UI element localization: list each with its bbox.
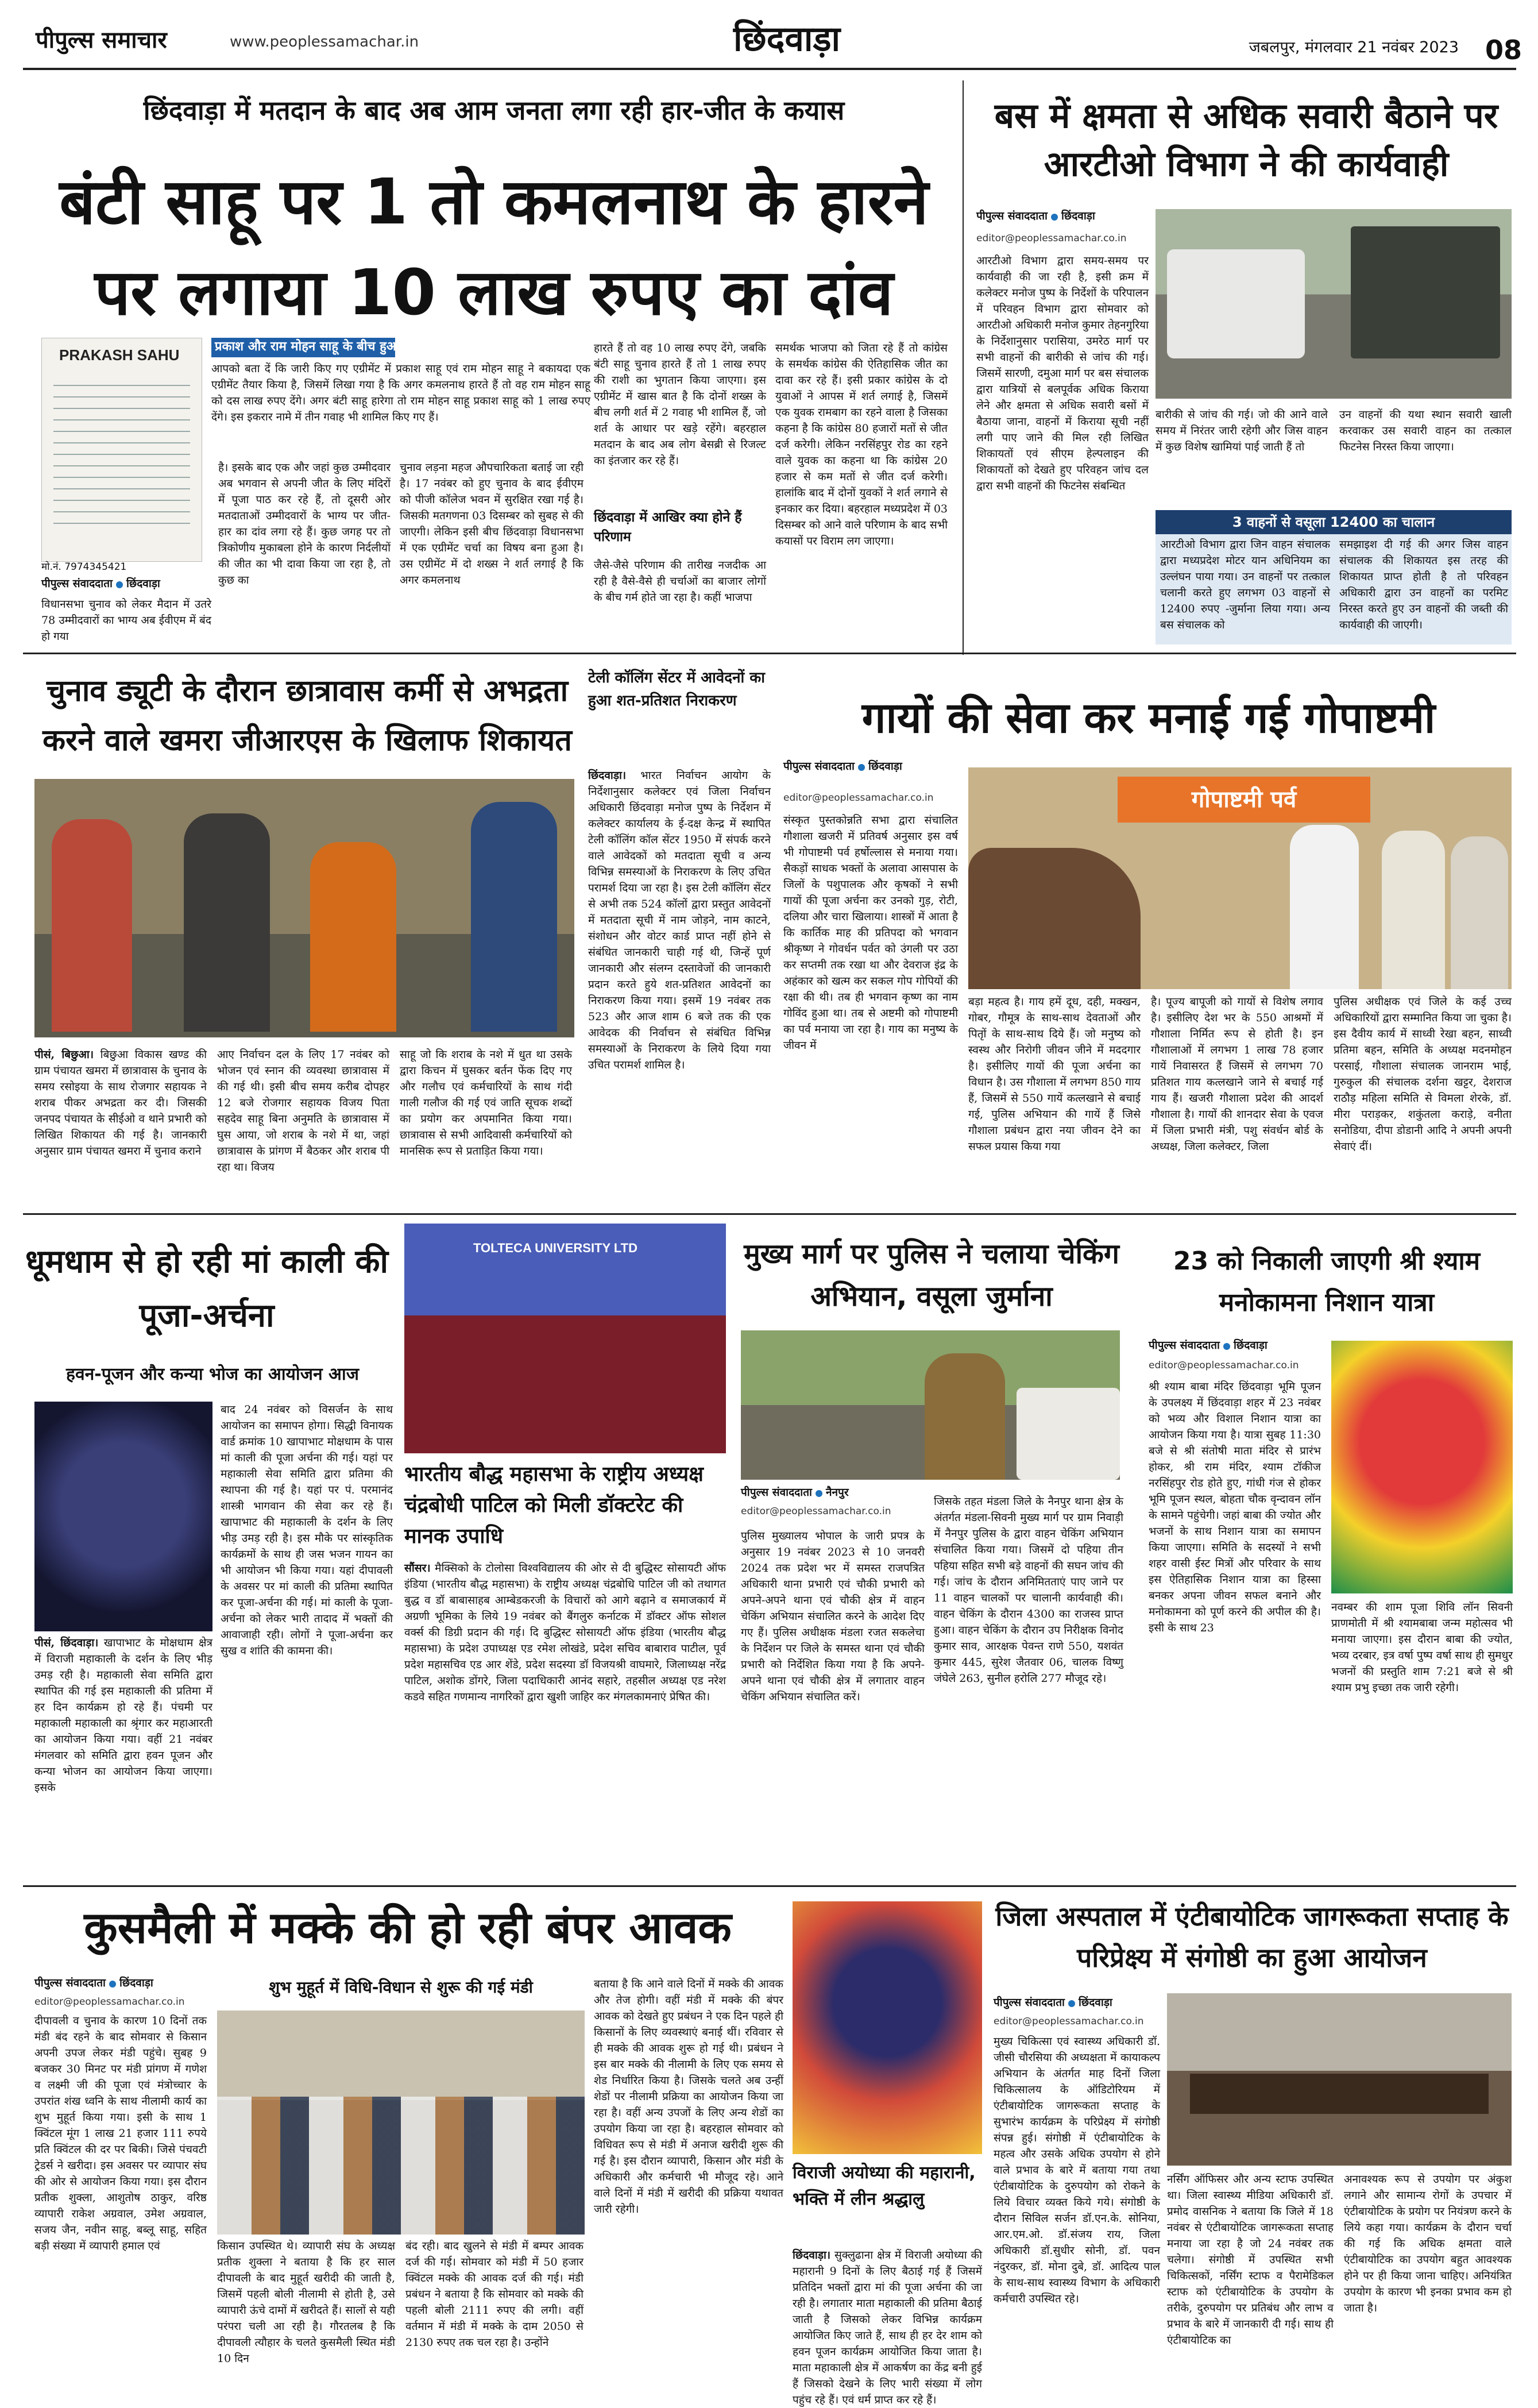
doc-lines [53,375,190,530]
bus-col-2: बारीकी से जांच की गई। जो की आने वाले समय में निरंतर जारी रहेगी और जिस वाहन में कुछ विशेष खामियां पाई जाती हैं तो [1156,408,1328,453]
kusmeli-byline: पीपुल्स संवाददाता छिंदवाड़ा [34,1977,153,1989]
doc-mobile: मो.नं. 7974345421 [41,561,127,573]
bullet-icon [1068,2000,1075,2007]
masthead-rule [23,68,1516,70]
person-3 [310,842,396,1032]
lead-headline: बंटी साहू पर 1 तो कमलनाथ के हारने पर लगाया 10 लाख रुपए का दांव [59,165,929,329]
bauddh-body-text: मैक्सिको के टोलोसा विश्वविद्यालय की ओर से दी बुद्धिस्ट सोसायटी ऑफ इंडिया (भारतीय बौद्ध महासभा) के राष्ट्रीय अध्यक्ष चंद्रबोधि पाटिल जी को तथागत बुद्ध व डॉ बाबासाहब आम्बेडकरजी के विचारों को आगे बढ़ाने व समाजकार्य में अग्रणी भूमिका के लिये 19 नवंबर को बैंगलुरु कर्नाटक में डॉक्टर ऑफ सोशल वर्क्स की डिग्री प्रदान की गई। दि बुद्धिस्ट सोसायटी ऑफ इंडिया (भारतीय बौद्ध महासभा) के प्रदेश उपाध्यक्ष एड रमेश लोखंडे, प्रदेश सचिव बाबाराव पाटील, पूर्व प्रदेश महासचिव एड आर शेंडे, प्रदेश सदस्या डॉ विजयश्री वाघमारे, जिलाध्यक्ष नरेंद्र पाटिल, अशोक डोंगरे, जिला पदाधिकारी आनंद सहारे, तहसील अध्यक्ष एड नरेश कडवे सहित गणमान्य नागरिकों द्वारा खुशी जाहिर कर मंगलकामनाएं प्रेषित की। [404,1562,726,1703]
viraji-body [793,2247,982,2406]
kali-col-1-text: खापाभाट के मोक्षधाम क्षेत्र में विराजी महाकाली के दर्शन के लिए भीड़ उमड़ रही है। महाकाली सेवा समिति द्वारा स्थापित की गई इस महाकाली की प्रतिमा में हर दिन कार्यक्रम हो रहे हैं। पंचमी पर महाकाली महाकाली का श्रृंगार कर महाआरती का आयोजन किया गया। वहीं 21 नवंबर मंगलवार को समिति द्वारा हवन पूजन और कन्या भोजन का आयोजन किया जाएगा। इसके [34,1637,212,1794]
checking-col-1: पुलिस मुख्यालय भोपाल के जारी प्रपत्र के अनुसार 19 नवंबर 2023 से 10 जनवरी 2024 तक प्रदेश भर में समस्त राजपत्रित अधिकारी थाना प्रभारी एवं चौकी प्रभारी को अपने-अपने थाना एवं चौकी क्षेत्र में वाहन चेकिंग अभियान संचालित करने के आदेश दिए गए हैं। पुलिस अधीक्षक मंडला रजत सकलेचा के निर्देशन पर जिले के समस्त थाना एवं चौकी प्रभारी को निर्देशित किया गया है कि अपने-अपने थाना एवं चौकी क्षेत्र में लगातार वाहन चेकिंग अभियान संचालित करें। [741,1530,925,1703]
paper-logo [36,23,225,56]
hostel-col-2: आए निर्वाचन दल के लिए 17 नवंबर को भोजन एवं स्नान की व्यवस्था छात्रावास में की गई थी। इसी बीच समय करीब दोपहर 12 बजे रोजगार सहायक विजय पिता सहदेव साहू बिना अनुमति के छात्रावास में घुस आया, जो शराब के नशे में था, जहां छात्रावास के प्रांगण में बैठकर और शराब पी रहा था। विजय [217,1048,389,1174]
telecall-place: छिंदवाड़ा। [588,769,627,782]
bus-checking-photo [1156,209,1512,399]
telecall-body [588,767,771,1207]
page-number: 08 [1485,34,1522,65]
bullet-icon [116,581,123,588]
bus-col-1: आरटीओ विभाग द्वारा समय-समय पर कार्यवाही की जा रही है, इसी क्रम में कलेक्टर मनोज पुष्प के निर्देशों के परिपालन में परिवहन विभाग द्वारा सोमवार को आरटीओ अधिकारी मनोज कुमार तेहनगुरिया के निर्देशानुसार परासिया, उमरेठ मार्ग पर सभी वाहनों की बारीकी से जांच की गई। जिसमें सारणी, दमुआ मार्ग पर बस संचालक द्वारा यात्रियों से बलपूर्वक अधिक किराया लेने और क्षमता से अधिक सवारी बसों में बैठाया जाना, वाहनों में किराया सूची नहीं लगी पाए जाने की मिल रही लिखित शिकायतों एवं सीएम हेल्पलाइन की शिकायतों को देखते हुए परिवहन जांच दल द्वारा सभी वाहनों की फिटनेस संबन्धित [976,254,1149,492]
bullet-icon [1051,214,1058,221]
lead-col-2: है। इसके बाद एक और जहां कुछ उम्मीदवार अब भगवान से अपनी जीत के लिए मंदिरों में पूजा पाठ कर रहे हैं, तो दूसरी ओर मतदाताओं उम्मीदवारों के भाग्य पर जीत-हार का दांव लगा रहे हैं। कुछ जगह पर तो त्रिकोणीय मुकाबला होने के कारण निर्दलीयों की जीत का भी दावा किया जा रहा है, तो कुछ का [218,461,391,586]
bauddh-award-photo [404,1224,726,1453]
gopashtami-photo [968,767,1512,989]
section-title: छिंदवाड़ा [733,19,840,59]
truck [1351,226,1500,358]
lead-col-5: समर्थक भाजपा को जिता रहे हैं तो कांग्रेस के समर्थक कांग्रेस की ऐतिहासिक जीत का दावा कर रहे हैं। इसी प्रकार कांग्रेस के दो युवाओं ने आपस में शर्त लगाई है, जिसमें एक युवक रामबाग का रहने वाला है जिसका कहना है कि कांग्रेस 80 हजारों मतों से जीत दर्ज करेगी। लेकिन नरसिंहपुर रोड का रहने वाले युवक का कहना था कि कांग्रेस 20 हजार से कम मतों से जीत दर्ज करेगी। हालांकि बाद में दोनों युवकों ने शर्त लगाने से इनकार कर दिया। बहरहाल मध्यप्रदेश में 03 दिसम्बर को आने वाले परिणाम के बाद सभी कयासों पर विराम लग जाएगा। [775,342,948,547]
mandi-pooja-photo [217,2010,585,2235]
kali-col-1 [34,1635,212,1876]
paper-name: पीपुल्स समाचार [36,27,167,53]
lead-kicker: छिंदवाड़ा में मतदान के बाद अब आम जनता लगा रही हार-जीत के कयास [143,95,845,126]
antibiotic-col-1: मुख्य चिकित्सा एवं स्वास्थ्य अधिकारी डॉ. जीसी चौरसिया की अध्यक्षता में कायाकल्प अभियान के अंतर्गत माह दिनों जिला चिकित्सालय के ऑडिटोरियम में एंटीबायोटिक जागरूकता सप्ताह के सुभारंभ कार्यक्रम के परिप्रेक्ष्य में संगोष्ठी संपन्न हुई। संगोष्ठी में एंटीबायोटिक के महत्व और उसके अधिक उपयोग से होने वाले प्रभाव के बारे में बताया गया तथा एंटीबायोटिक के दुरुपयोग को रोकने के लिये विचार व्यक्त किये गये। संगोष्ठी के दौरान सिविल सर्जन डॉ.एन.के. सोनिया, आर.एम.ओ. डॉ.संजय राय, जिला अधिकारी डॉ.सुधीर सोनी, डॉ. पवन नंदुरकर, डॉ. मोना दुबे, डॉ. आदित्य पाल के साथ-साथ स्वास्थ्य विभाग के अधिकारी कर्मचारी उपस्थित रहे। [994,2035,1160,2305]
bauddh-place: सौंसर। [404,1562,431,1575]
telecall-body-text: भारत निर्वाचन आयोग के निर्देशानुसार कलेक्टर एवं जिला निर्वाचन अधिकारी छिंदवाड़ा मनोज पुष्प के निर्देशन में कलेक्टर कार्यालय के ई-दक्ष केन्द्र में स्थापित टेली कॉलिंग कॉल सेंटर 1950 में संपर्क करने वाले आवेदकों को मतदाता सूची व अन्य विभिन्न समस्याओं के निराकरण के लिए उचित परामर्श दिया जा रहा है। इस टेली कॉलिंग सेंटर से अभी तक 524 कॉलों द्वारा प्रस्तुत आवेदनों में मतदाता सूची में नाम जोड़ने, नाम काटने, संशोधन और वोटर कार्ड प्राप्त नहीं होने से संबंधित जानकारी चाही गई थी, जिन्हें पूर्ण जानकारी और संलग्न दस्तावेजों की जानकारी प्रदान करते हुये शत-प्रतिशत आवेदनों का निराकरण किया गया। इसमें 19 नवंबर तक 523 और आज शाम 6 बजे तक की एक आवेदक की निर्वाचन से संबंधित विभिन्न समस्याओं के निराकरण के लिये दिया गया उचित परामर्श शामिल है। [588,769,771,1071]
seminar-photo [1167,1993,1512,2166]
antibiotic-col-2: नर्सिंग ऑफिसर और अन्य स्टाफ उपस्थित था। जिला स्वास्थ्य मीडिया अधिकारी डॉ. प्रमोद वासनिक ने बताया कि जिले में 18 नवंबर से एंटीबायोटिक जागरूकता सप्ताह मनाया जा रहा है जो 24 नवंबर तक चलेगा। संगोष्ठी में उपस्थित सभी चिकित्सकों, नर्सिंग स्टाफ व पैरामेडिकल स्टाफ को एंटीबायोटिक के उपयोग के तरीके, दुरुपयोग पर प्रतिबंध और लाभ व प्रभाव के बारे में जानकारी दी गई। साथ ही एंटीबायोटिक का [1167,2173,1334,2347]
bus-box-col-1: आरटीओ विभाग द्वारा जिन वाहन संचालक द्वारा मध्यप्रदेश मोटर यान अधिनियम का उल्लंघन पाया गया। उन वाहनों पर तत्काल चलानी करते हुए लगभग 03 वाहनों से 12400 रुपए -जुर्माना लिया गया। अन्य बस संचालक को [1160,538,1330,631]
bus-fine-box-title: 3 वाहनों से वसूला 12400 का चालान [1156,510,1512,534]
bullet-icon [858,764,865,771]
backdrop-text: TOLTECA UNIVERSITY LTD [473,1241,638,1255]
guest-3 [1451,836,1508,989]
kali-headline: धूमधाम से हो रही मां काली की पूजा-अर्चना [25,1243,389,1334]
row-rule-1 [23,653,1516,654]
gopashtami-email[interactable]: editor@peoplessamachar.co.in [783,792,934,804]
gopashtami-byline: पीपुल्स संवाददाता छिंदवाड़ा [783,760,902,773]
kusmeli-col-4: बताया है कि आने वाले दिनों में मक्के की आवक और तेज होगी। वहीं मंडी में मक्के की बंपर आवक को देखते हुए प्रबंधन ने एक दिन पहले ही किसानों के लिए व्यवस्थाएं बनाई थीं। रविवार से ही मक्के की आवक शुरू हो गई थी। प्रबंधन ने इस बार मक्के की नीलामी के लिए एक समय से शेड निर्धारित किया है। जिसके चलते अब उन्हीं शेडों पर नीलामी प्रक्रिया का आयोजन किया जा रहा है। वहीं अन्य उपजों के लिए अन्य शेडों का उपयोग किया जा रहा है। बहरहाल सोमवार को विधिवत रूप से मंडी में अनाज खरीदी शुरू की गई है। इस दौरान व्यापारी, किसान और मंडी के अधिकारी और कर्मचारी भी मौजूद रहे। आने वाले दिनों में मंडी में खरीदी की प्रक्रिया यथावत जारी रहेगी। [594,1978,783,2216]
bauddh-body [404,1560,726,1876]
kusmeli-headline: कुसमैली में मक्के की हो रही बंपर आवक [84,1902,732,1953]
kusmeli-col-2: किसान उपस्थित थे। व्यापारी संघ के अध्यक्ष प्रतीक शुक्ला ने बताया है कि हर साल दीपावली के बाद मुहूर्त खरीदी की जाती है, जिसमें पहली बोली नीलामी से होती है, उसे व्यापारी ऊंचे दामों में खरीदते हैं। सालों से यही परंपरा चली आ रही है। गौरतलब है कि दीपावली त्यौहार के चलते कुसमैली स्थित मंडी 10 दिन [217,2240,395,2365]
doc-title: PRAKASH SAHU [59,346,180,364]
gopashtami-col-3: है। पूज्य बापूजी को गायों से विशेष लगाव है। इसीलिए देश भर के 550 आश्रमों में गौशाला निर्मित रूप से होती है। इन गौशालाओं में लगभग 1 लाख 78 हजार गायें निवासरत हैं जिसमें से लगभग 70 प्रतिशत गाय कत्लखाने जाने से बचाई गई गाय हैं। खजरी गौशाला प्रदेश की आदर्श गौशाला है। गायों की शानदार सेवा के एवज में जिला प्रभारी मंत्री, पशु संवर्धन बोर्ड के अध्यक्ष, जिला कलेक्टर, जिला [1151,995,1323,1153]
checking-email[interactable]: editor@peoplessamachar.co.in [741,1506,891,1517]
checking-photo [741,1330,1120,1480]
gopashtami-banner: गोपाष्टमी पर्व [1118,777,1370,823]
kusmeli-subhead: शुभ मुहूर्त में विधि-विधान से शुरू की गई मंडी [269,1978,533,1997]
kusmeli-col-3: बंद रही। बाद खुलने से मंडी में बम्पर आवक दर्ज की गई। सोमवार को मंडी में 50 हजार क्विंटल मक्के की आवक दर्ज की गई। मंडी प्रबंधन ने बताया है कि सोमवार को मक्के की पहली बोली 2111 रुपए की लगी। वहीं वर्तमान में मंडी में मक्के के दाम 2050 से 2130 रुपए तक चल रहा है। उन्होंने [405,2240,583,2349]
bullet-icon [1223,1343,1230,1350]
bus-email[interactable]: editor@peoplessamachar.co.in [976,233,1127,244]
antibiotic-headline: जिला अस्पताल में एंटीबायोटिक जागरूकता सप्ताह के परिप्रेक्ष्य में संगोष्ठी का हुआ आयोजन [995,1901,1509,1973]
kusmeli-col-1: दीपावली व चुनाव के कारण 10 दिनों तक मंडी बंद रहने के बाद सोमवार से किसान अपनी उपज लेकर मंडी पहुंचे। सुबह 9 बजकर 30 मिनट पर मंडी प्रांगण में गणेश व लक्ष्मी जी की पूजा एवं मंत्रोच्चार के उपरांत शंख ध्वनि के साथ नीलामी कार्य का शुभ मुहूर्त किया गया। इसी के साथ 1 क्विंटल मूंग 1 लाख 21 हजार 111 रुपये प्रति क्विंटल की दर पर बिकी। जिसे पंचवटी ट्रेडर्स ने खरीदा। इस अवसर पर व्यापार संघ की ओर से आयोजन किया गया। इस दौरान प्रतीक शुक्ला, आशुतोष ठाकुर, वरिष्ठ व्यापारी राकेश अग्रवाल, उमेश अग्रवाल, सजय जैन, नवीन साहू, बब्लू साहू, सहित बड़ी संख्या में व्यापारी हमाल एवं [34,2015,207,2252]
bauddh-headline: भारतीय बौद्ध महासभा के राष्ट्रीय अध्यक्ष चंद्रबोधी पाटिल को मिली डॉक्टरेट की मानक उपाधि [404,1462,704,1548]
person-4 [471,802,557,1032]
telecall-headline: टेली कॉलिंग सेंटर में आवेदनों का हुआ शत-प्रतिशत निराकरण [588,669,765,709]
gopashtami-col-2: बड़ा महत्व है। गाय हमें दूध, दही, मक्खन, गोबर, गौमूत्र के साथ-साथ देवताओं और पितृों के साथ-साथ दिये हैं। जो मनुष्य को स्वस्थ और निरोगी जीवन जीने में मददगार है। इसीलिए गायों की पूजा अर्चना का विधान है। उस गौशाला में लगभग 850 गाय हैं, जिसमें से 550 गायें कत्लखाने से बचाई गई, पुलिस अभियान की गायें हैं जिसे गौशाला प्रबंधन द्वारा नया जीवन देने का सफल प्रयास किया गया [968,995,1141,1153]
gopashtami-col-4: पुलिस अधीक्षक एवं जिले के कई उच्च अधिकारियों द्वारा सम्मानित किया जा चुका है। इस दैवीय कार्य में साध्वी रेखा बहन, साध्वी प्रतिमा बहन, समिति के अध्यक्ष मदनमोहन परसाई, गौशाला संचालक जानराम भाई, गुरुकुल की संचालक दर्शना खट्टर, देशराज राठौड़ महिला समिति से विमला शेरके, डॉ. मीरा पराड़कर, शकुंतला कराड़े, वनीता सनोडिया, दीपा डोडानी आदि ने अपनी अपनी सेवाएं दीं। [1334,995,1512,1153]
masthead [0,0,1538,69]
checking-byline: पीपुल्स संवाददाता नैनपुर [741,1486,849,1499]
cow [968,848,1141,989]
nishan-byline: पीपुल्स संवाददाता छिंदवाड़ा [1149,1339,1268,1352]
kali-col-2: बाद 24 नवंबर को विसर्जन के साथ आयोजन का समापन होगा। सिद्धी विनायक वार्ड क्रमांक 10 खापाभाट मोक्षधाम के पास मां काली की पूजा अर्चना की गई। यहां पर महाकाली सेवा समिति द्वारा प्रतिमा की स्थापना की गई है। यहां पर पं. परमानंद शास्त्री भागवान की सेवा कर रहे हैं। खापाभाट की महाकाली के दर्शन के लिए भीड़ उमड़ रही है। इस मौके पर सांस्कृतिक कार्यक्रमों के साथ ही जस भजन गायन का भी आयोजन भी किया गया। यहां दीपावली के अवसर पर मां काली की प्रतिमा स्थापित कर पूजा-अर्चना की गई। मां काली के पूजा-अर्चना को लेकर भारी तादाद में भक्तों की आवाजाही रही। लोगों ने पूजा-अर्चना कर सुख व शांति की कामना की। [221,1403,393,1657]
nishan-col-2: नवम्बर की शाम पूजा शिवि लॉन सिवनी प्राणमोती में श्री श्यामबाबा जन्म महोत्सव भी मनाया जाएगा। इस दौरान बाबा की ज्योत, भव्य दरबार, इत्र वर्षा पुष्प वर्षा साथ ही सुमधुर भजनों की प्रस्तुति शाम 7:21 बजे से श्री श्याम प्रभु इच्छा तक जारी रहेगी। [1331,1601,1513,1694]
police-officer [925,1353,1005,1480]
row-rule-2 [23,1213,1516,1215]
bullet-icon [816,1490,822,1497]
hostel-col-1 [34,1047,207,1207]
kali-idol-photo [34,1402,212,1631]
hostel-place: पीसं, बिछुआ। [34,1048,94,1061]
kali-subhead: हवन-पूजन और कन्या भोज का आयोजन आज [66,1364,359,1384]
lead-col-1: विधानसभा चुनाव को लेकर मैदान में उतरे 78 उम्मीदवारों का भाग्य अब ईवीएम में बंद हो गया [41,598,211,643]
nishan-email[interactable]: editor@peoplessamachar.co.in [1149,1360,1299,1371]
hostel-col-3: साहू जो कि शराब के नशे में धुत था उसके द्वारा किचन में घुसकर बर्तन फेंक दिए गए और गलौच एवं कर्मचारियों के साथ गंदी गाली गलौज की गई एवं जाति सूचक शब्दों का प्रयोग कर अपमानित किया गया। छात्रावास से सभी आदिवासी कर्मचारियों को मानसिक रूप से प्रताड़ित किया गया। [400,1048,572,1157]
agreement-box-title: प्रकाश और राम मोहन साहू के बीच हुआ एग्रीमेंट [211,338,395,357]
nishan-headline: 23 को निकाली जाएगी श्री श्याम मनोकामना निशान यात्रा [1173,1247,1481,1317]
hostel-headline: चुनाव ड्यूटी के दौरान छात्रावास कर्मी से अभद्रता करने वाले खमरा जीआरएस के खिलाफ शिकायत [42,674,572,758]
seminar-table [1190,2074,1489,2114]
website-link[interactable]: www.peoplessamachar.in [230,33,419,51]
antibiotic-email[interactable]: editor@peoplessamachar.co.in [994,2016,1144,2027]
agreement-box-text: आपको बता दें कि जारी किए गए एग्रीमेंट में प्रकाश साहू एवं राम मोहन साहू ने बकायदा एक एग्रीमेंट तैयार किया है, जिसमें लिखा गया है कि अगर कमलनाथ हारते हैं तो वह राम मोहन साहू को दस लाख रुपए देंगे। अगर बंटी साहू हारेगा तो राम मोहन साहू प्रकाश साहू को 1 लाख रुपए देंगे। इस इकरार नामे में तीन गवाह भी शामिल किए गए हैं। [211,362,590,423]
checking-headline: मुख्य मार्ग पर पुलिस ने चलाया चेकिंग अभियान, वसूला जुर्माना [744,1238,1119,1313]
viraji-body-text: सुक्लुढाना क्षेत्र में विराजी अयोध्या की महारानी 9 दिनों के लिए बैठाई गई हैं जिसमें प्रतिदिन भक्तों द्वारा मां की पूजा अर्चना की जा रही है। लगातार माता महाकाली की प्रतिमा बैठाई जाती है जिसको लेकर विभिन्न कार्यक्रम आयोजित किए जाते हैं, साथ ही हर देर शाम को हवन पूजन कार्यक्रम आयोजित किया जाता है। माता महाकाली क्षेत्र में आकर्षण का केंद्र बनी हुई हैं जिसको देखने के लिए भारी संख्या में लोग पहुंच रहे हैं। एवं धर्म प्राप्त कर रहे हैं। [793,2249,982,2406]
viraji-place: छिंदवाड़ा। [793,2249,831,2262]
bus-headline: बस में क्षमता से अधिक सवारी बैठाने पर आरटीओ विभाग ने की कार्यवाही [994,96,1498,184]
hostel-complaint-photo [34,779,574,1037]
bus-col-3: उन वाहनों की यथा स्थान सवारी खाली करवाकर उस सवारी वाहन का तत्काल फिटनेस निरस्त किया जाएगा। [1339,408,1512,453]
lead-subhead: छिंदवाड़ा में आखिर क्या होने हैं परिणाम [594,510,742,545]
gopashtami-headline: गायों की सेवा कर मनाई गई गोपाष्टमी [861,693,1436,743]
antibiotic-byline: पीपुल्स संवाददाता छिंदवाड़ा [994,1996,1112,2009]
crowd [217,2097,585,2235]
row-rule-3 [23,1885,1516,1887]
nishan-col-1: श्री श्याम बाबा मंदिर छिंदवाड़ा भूमि पूजन के उपलक्ष्य में छिंदवाड़ा शहर में 23 नवंबर को भव्य और विशाल निशान यात्रा का आयोजन किया गया है। यात्रा सुबह 11:30 बजे से श्री संतोषी माता मंदिर से प्रारंभ होकर, श्री राम मंदिर, श्याम टॉकीज नरसिंहपुर रोड होते हुए, गांधी गंज से होकर भूमि पूजन स्थल, बोहता चौक वृन्दावन लॉन के सामने पहुंचेगी। जहां बाबा की ज्योत और भजनों के साथ निशान यात्रा का समापन किया जाएगा। समिति के सदस्यों ने सभी शहर वासी ईस्ट मित्रों और परिवार के साथ इस ऐतिहासिक निशान यात्रा का हिस्सा बनकर अपना जीवन सफल बनाने और मनोकामना को पूर्ण करने की अपील की है। इसी के साथ 23 [1149,1380,1321,1634]
police-car [1017,1388,1120,1480]
bullet-icon [109,1981,116,1988]
viraji-headline: विराजी अयोध्या की महारानी, भक्ति में लीन श्रद्धालु [793,2163,976,2209]
kusmeli-email[interactable]: editor@peoplessamachar.co.in [34,1996,185,2008]
agreement-document-image [41,338,202,562]
lead-col-3: चुनाव लड़ना महज औपचारिकता बताई जा रही है। 17 नवंबर को हुए चुनाव के बाद ईवीएम को पीजी कॉलेज भवन में सुरक्षित रखा गई है। जिसकी मतगणना 03 दिसम्बर को सुबह से की जाएगी। लेकिन इसी बीच छिंदवाड़ा विधानसभा में एक एग्रीमेंट चर्चा का विषय बना हुआ है। उस एग्रीमेंट में दो शख्स ने शर्त लगाई है कि अगर कमलनाथ [400,461,583,586]
person-2 [184,813,270,1032]
bus-box-col-2: समझाइश दी गई की अगर जिस वाहन संचालक की शिकायत इस तरह की शिकायत प्राप्त होती है तो परिवहन अधिकारी द्वारा उन वाहनों का परमिट निरस्त करते हुए उन वाहनों की जब्ती की कार्यवाही की जाएगी। [1339,538,1508,631]
dateline: जबलपुर, मंगलवार 21 नवंबर 2023 [1249,38,1459,56]
viraji-idol-photo [793,1901,982,2154]
guest-2 [1382,831,1445,989]
column-divider [963,80,964,655]
guest-1 [1290,825,1359,989]
shyam-baba-photo [1331,1341,1513,1593]
white-jeep [1167,249,1305,358]
lead-col-4: हारते हैं तो वह 10 लाख रुपए देंगे, जबकि बंटी साहू चुनाव हारते हैं तो 1 लाख रुपए की राशी का भुगतान किया जाएगा। इस एग्रीमेंट में खास बात है कि दोनों शख्स के बीच लगी शर्त में 2 गवाह भी शामिल हैं, जो शर्त के आधार पर खड़े रहेंगे। बहरहाल मतदान के बाद अब लोग बेसब्री से रिजल्ट का इंतजार कर रहे हैं। [594,342,766,467]
kali-place: पीसं, छिंदवाड़ा। [34,1637,99,1649]
checking-col-2: जिसके तहत मंडला जिले के नैनपुर थाना क्षेत्र के अंतर्गत मंडला-सिवनी मुख्य मार्ग पर ग्राम निवाड़ी में नैनपुर पुलिस के द्वारा वाहन चेकिंग अभियान संचालित किया गया। जिसमें दो पहिया तीन पहिया सहित सभी बड़े वाहनों की सघन जांच की गई। जांच के दौरान अनिमितताएं पाए जाने पर 11 वाहन चालकों पर चालानी कार्यवाही की। वाहन चेकिंग के दौरान 4300 का राजस्व प्राप्त हुआ। वाहन चेकिंग के दौरान उप निरीक्षक विनोद कुमार साव, आरक्षक पेवन्त राणे 550, यशवंत कुमार 445, सुरेश जैतवार 06, चालक विष्णु जंघेले 263, सुनील हरोलि 277 मौजूद रहे। [934,1495,1123,1685]
lead-col-4b: जैसे-जैसे परिणाम की तारीख नजदीक आ रही है वैसे-वैसे ही चर्चाओं का बाजार लोगों के बीच गर्म होते जा रहा है। कहीं भाजपा [594,559,766,604]
hostel-col-1-text: बिछुआ विकास खण्ड की ग्राम पंचायत खमरा में छात्रावास के चुनाव के समय रसोइया के साथ रोजगार सहायक ने शराब पीकर अभद्रता कर दी। जिसकी जनपद पंचायत के सीईओ व थाने प्रभारी को लिखित शिकायत की गई है। जानकारी अनुसार ग्राम पंचायत खमरा में चुनाव कराने [34,1048,207,1157]
gopashtami-col-1: संस्कृत पुस्तकोन्नति सभा द्वारा संचालित गौशाला खजरी में प्रतिवर्ष अनुसार इस वर्ष भी गोपाष्टमी पर्व हर्षोल्लास से मनाया गया। सैकड़ों साधक भक्तों के अलावा आसपास के जिलों के पशुपालक और कृषकों ने सभी गायों की पूजा अर्चना कर उनको गुड़, रोटी, दलिया और चारा खिलाया। शास्त्रों में आता है कि कार्तिक माह की प्रतिपदा को भगवान श्रीकृष्ण ने गोवर्धन पर्वत को उंगली पर उठा कर सप्तमी तक रखा था और देवराज इंद्र के अहंकार को खत्म कर सकल गोप गोपियों की रक्षा की थी। तब ही भगवान कृष्ण का नाम गोविंद हुआ था। तब से अष्टमी को गोपाष्टमी का पर्व मनाया जा रहा है। गाय का मनुष्य के जीवन में [783,814,958,1052]
lead-byline: पीपुल्स संवाददाता छिंदवाड़ा [41,577,160,590]
person-1 [52,819,132,1032]
antibiotic-col-3: अनावश्यक रूप से उपयोग पर अंकुश लगाने और सामान्य रोगों के उपचार में एंटीबायोटिक के प्रयोग पर नियंत्रण करने के लिये कहा गया। कार्यक्रम के दौरान चर्चा की गई कि अधिक क्षमता वाले एंटीबायोटिक का उपयोग बहुत आवश्यक होने पर ही किया जाना चाहिए। अनियंत्रित उपयोग के कारण भी इनका प्रभाव कम हो जाता है। [1344,2173,1512,2314]
bus-byline: पीपुल्स संवाददाता छिंदवाड़ा [976,210,1095,222]
